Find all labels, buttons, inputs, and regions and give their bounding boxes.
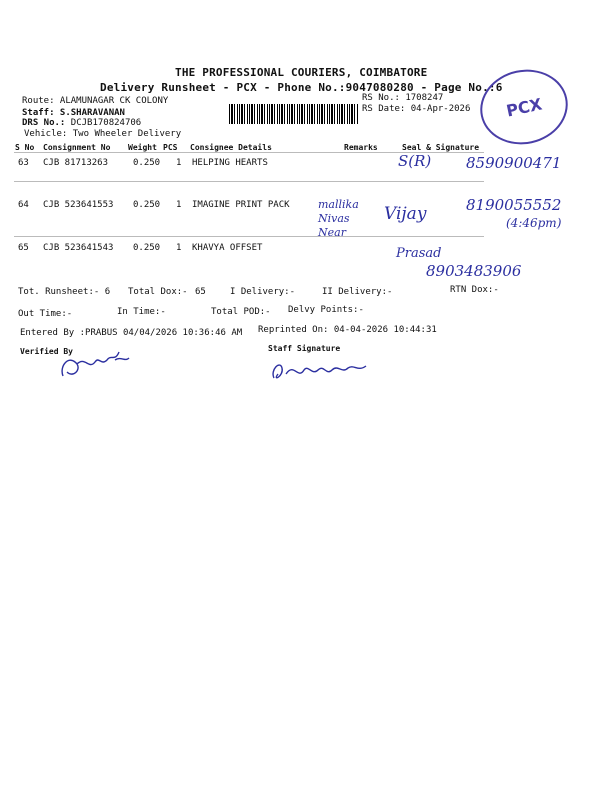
header-seal: Seal & Signature (402, 143, 480, 152)
row-63-pcs: 1 (176, 158, 182, 168)
row-63-sno: 63 (18, 158, 29, 168)
rs-date: RS Date: 04-Apr-2026 (362, 104, 471, 114)
row-63-consignee: HELPING HEARTS (192, 158, 268, 168)
row-64-consignee: IMAGINE PRINT PACK (192, 200, 290, 210)
verified-by-label: Verified By (20, 347, 73, 356)
drs-number (22, 118, 141, 128)
verified-signature (55, 336, 135, 384)
total-dox-label: Total Dox:- (128, 287, 188, 297)
stamp-text: PCX (504, 93, 544, 121)
row-65-phone: 8903483906 (426, 262, 522, 280)
staff-signature-label: Staff Signature (268, 344, 341, 353)
row-63-signature: S(R) (398, 152, 432, 170)
header-remarks: Remarks (344, 143, 378, 152)
row-64-consignment: CJB 523641553 (43, 200, 114, 210)
barcode-image (229, 104, 359, 124)
runsheet-subtitle: Delivery Runsheet - PCX - Phone No.:9047080280 - Page No.:6 (100, 81, 503, 94)
row-64-sno: 64 (18, 200, 29, 210)
i-delivery: I Delivery:- (230, 287, 296, 297)
delvy-points: Delvy Points:- (288, 305, 364, 315)
row-64-signature: Vijay (384, 204, 427, 224)
staff-signature (268, 352, 378, 386)
row-65-sno: 65 (18, 243, 29, 253)
reprinted-on: Reprinted On: 04-04-2026 10:44:31 (258, 325, 437, 335)
ii-delivery: II Delivery:- (322, 287, 393, 297)
rtn-dox: RTN Dox:- (450, 285, 499, 295)
row-64-remarks-note: mallika Nivas Near (318, 198, 359, 239)
staff-text: Staff: S.SHARAVANAN (22, 108, 125, 118)
drs-label: DRS No.: (22, 118, 66, 128)
header-consignment: Consignment No (43, 143, 111, 152)
in-time: In Time:- (117, 307, 166, 317)
header-weight: Weight (128, 143, 157, 152)
total-pod: Total POD:- (211, 307, 271, 317)
row-65-weight: 0.250 (133, 243, 161, 253)
row-65-consignment: CJB 523641543 (43, 243, 114, 253)
out-time: Out Time:- (18, 309, 73, 319)
company-title: THE PROFESSIONAL COURIERS, COIMBATORE (175, 66, 428, 79)
rs-number: RS No.: 1708247 (362, 93, 444, 103)
total-dox-value: 65 (195, 287, 206, 297)
header-sno: S No (15, 143, 35, 152)
row-63-divider (14, 181, 484, 182)
route-text: Route: ALAMUNAGAR CK COLONY (22, 96, 169, 106)
vehicle-text: Vehicle: Two Wheeler Delivery (24, 129, 182, 139)
row-63-consignment: CJB 81713263 (43, 158, 109, 168)
drs-value: DCJB170824706 (70, 118, 142, 128)
row-64-phone: 8190055552 (466, 196, 562, 214)
header-pcs: PCS (163, 143, 178, 152)
header-consignee: Consignee Details (190, 143, 272, 152)
entered-by: Entered By :PRABUS 04/04/2026 10:36:46 AM (20, 328, 243, 338)
row-64-time: (4:46pm) (506, 216, 562, 230)
tot-runsheet: Tot. Runsheet:- 6 (18, 287, 111, 297)
row-63-weight: 0.250 (133, 158, 161, 168)
row-65-pcs: 1 (176, 243, 182, 253)
row-64-pcs: 1 (176, 200, 182, 210)
row-64-weight: 0.250 (133, 200, 161, 210)
row-63-phone: 8590900471 (466, 154, 562, 172)
row-65-consignee: KHAVYA OFFSET (192, 243, 263, 253)
row-65-signature: Prasad (396, 246, 442, 261)
pcx-stamp (473, 62, 574, 153)
row-64-divider (14, 236, 484, 237)
